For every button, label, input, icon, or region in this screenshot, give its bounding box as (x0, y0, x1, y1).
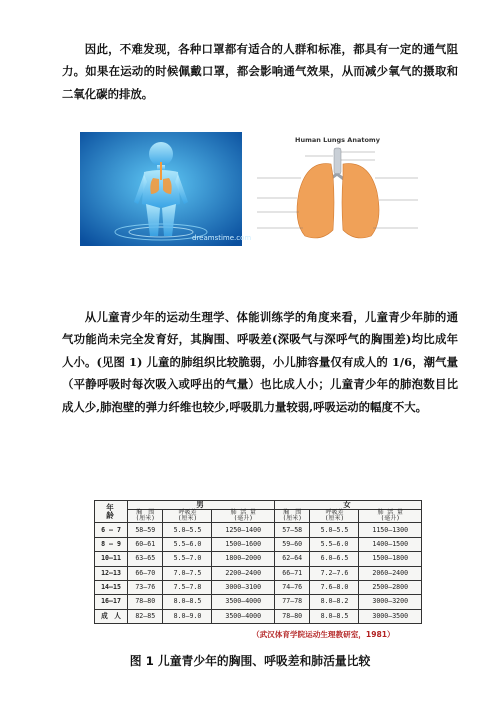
table-cell: 2500—2800 (359, 580, 422, 594)
table-cell: 8.0—8.2 (310, 595, 359, 609)
subheader-male-breath: 呼吸差 (厘米) (163, 509, 212, 523)
table-row (95, 537, 422, 551)
subheader-male-capacity: 肺 活 量 (毫升) (212, 509, 275, 523)
table-cell: 82—85 (128, 609, 163, 623)
age-cell: 6 — 7 (95, 523, 128, 537)
table-cell: 8.0—9.0 (163, 609, 212, 623)
table-cell: 62—64 (274, 552, 309, 566)
table-cell: 2200—2400 (212, 566, 275, 580)
table-cell: 78—80 (274, 609, 309, 623)
table-cell: 66—70 (128, 566, 163, 580)
table-row (95, 580, 422, 594)
table-cell: 5.5—6.0 (163, 537, 212, 551)
table-cell: 5.5—6.0 (310, 537, 359, 551)
subheader-female-breath: 呼吸差 (厘米) (310, 509, 359, 523)
age-cell: 8 — 9 (95, 537, 128, 551)
table-cell: 74—76 (274, 580, 309, 594)
table-cell: 3000—3200 (359, 595, 422, 609)
age-cell: 16—17 (95, 595, 128, 609)
table-cell: 2060—2400 (359, 566, 422, 580)
age-cell: 12—13 (95, 566, 128, 580)
table-cell: 63—65 (128, 552, 163, 566)
age-cell: 14—15 (95, 580, 128, 594)
subheader-female-chest: 胸 围 (厘米) (274, 509, 309, 523)
table-cell: 66—71 (274, 566, 309, 580)
table-cell: 1500—1800 (359, 552, 422, 566)
table-cell: 5.0—5.5 (310, 523, 359, 537)
table-cell: 1500—1600 (212, 537, 275, 551)
table-cell: 8.0—8.5 (163, 595, 212, 609)
age-cell: 成 人 (95, 609, 128, 623)
comparison-table-image (94, 500, 422, 624)
figure-caption: 图 1 儿童青少年的胸围、呼吸差和肺活量比较 (129, 654, 371, 668)
table-cell: 78—80 (128, 595, 163, 609)
table-cell: 77—78 (274, 595, 309, 609)
table-row (95, 566, 422, 580)
paragraph-physiology: 从儿童青少年的运动生理学、体能训练学的角度来看，儿童青少年肺的通气功能尚未完全发育好，其胸围、呼吸差(深吸气与深呼气的胸围差)均比成年人小。(见图 1) 儿童的肺组织比较脆弱，小儿肺容量仅有成人的 1/6，潮气量（平静呼吸时每次吸入或呼出的气量）也比成人小；儿童青少年的肺泡数目比成人少,肺泡壁的弹力纤维也较少,呼吸肌力量较弱,呼吸运动的幅度不大。 (62, 310, 458, 414)
watermark-text: dreamstime.com (192, 234, 252, 242)
paragraph-intro: 因此，不难发现，各种口罩都有适合的人群和标准，都具有一定的通气阻力。如果在运动的时候佩戴口罩，都会影响通气效果，从而减少氧气的摄取和二氧化碳的排放。 (62, 42, 458, 101)
table-cell: 7.6—8.0 (310, 580, 359, 594)
figure-illustrations (80, 132, 420, 250)
table-cell: 6.0—6.5 (310, 552, 359, 566)
child-respiratory-illustration (80, 132, 252, 246)
table-cell: 3500—4000 (212, 595, 275, 609)
table-cell: 3500—4000 (212, 609, 275, 623)
table-cell: 59—60 (274, 537, 309, 551)
table-cell: 8.0—8.5 (310, 609, 359, 623)
table-row (95, 552, 422, 566)
header-female: 女 (274, 501, 421, 510)
table-cell: 7.2—7.6 (310, 566, 359, 580)
table-cell: 5.0—5.5 (163, 523, 212, 537)
lungs-anatomy-illustration (255, 132, 420, 246)
comparison-table (94, 500, 422, 624)
table-row (95, 523, 422, 537)
table-cell: 3000—3100 (212, 580, 275, 594)
table-cell: 7.5—7.8 (163, 580, 212, 594)
table-cell: 1250—1400 (212, 523, 275, 537)
age-cell: 10—11 (95, 552, 128, 566)
table-cell: 73—76 (128, 580, 163, 594)
table-cell: 1800—2000 (212, 552, 275, 566)
source-citation: （武汉体育学院运动生理教研室，1981） (252, 630, 395, 639)
header-male: 男 (128, 501, 275, 510)
table-cell: 58—59 (128, 523, 163, 537)
table-cell: 1400—1500 (359, 537, 422, 551)
subheader-male-chest: 胸 围 (厘米) (128, 509, 163, 523)
table-row (95, 609, 422, 623)
table-cell: 5.5—7.0 (163, 552, 212, 566)
header-age: 年 龄 (95, 501, 128, 523)
subheader-female-capacity: 肺 活 量 (毫升) (359, 509, 422, 523)
table-row (95, 595, 422, 609)
table-cell: 7.0—7.5 (163, 566, 212, 580)
table-cell: 60—61 (128, 537, 163, 551)
table-cell: 57—58 (274, 523, 309, 537)
lungs-title: Human Lungs Anatomy (295, 136, 380, 144)
table-cell: 1150—1300 (359, 523, 422, 537)
table-cell: 3000—3500 (359, 609, 422, 623)
